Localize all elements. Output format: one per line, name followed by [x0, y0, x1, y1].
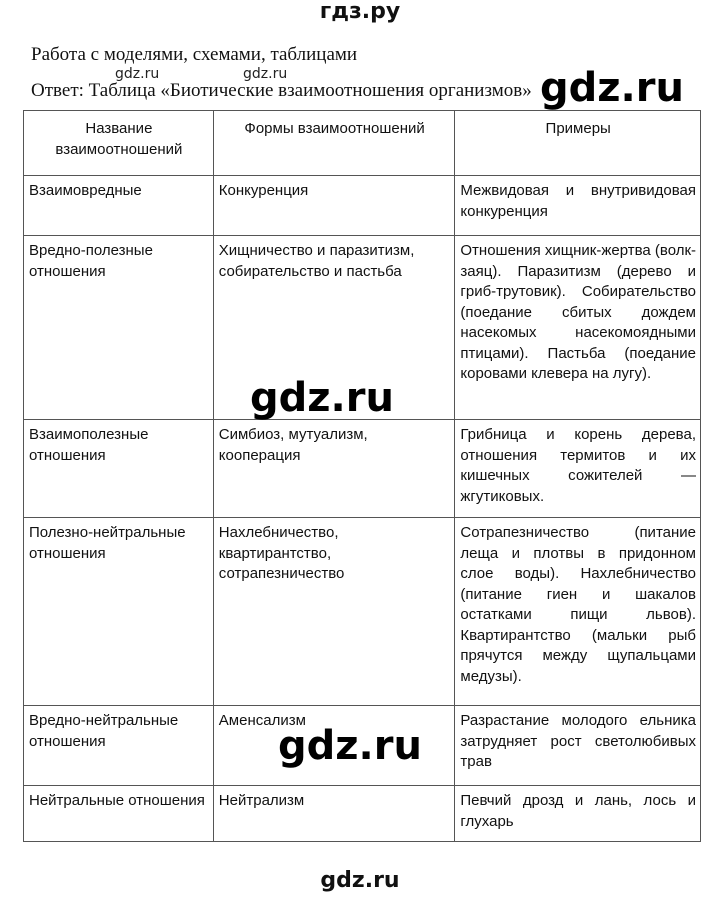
answer-line: Ответ: Таблица «Биотические взаимоотношения организмов»	[31, 80, 532, 101]
row-name: Взаимовредные	[24, 176, 214, 236]
row-forms: Аменсализм	[213, 706, 455, 786]
row-forms: Хищничество и паразитизм, собирательство и пастьба	[213, 236, 455, 420]
row-forms: Нахлебничество, квартирантство, сотрапезничество	[213, 518, 455, 706]
table-row	[24, 518, 701, 706]
row-name: Нейтральные отношения	[24, 786, 214, 842]
row-forms: Конкуренция	[213, 176, 455, 236]
header-name: Название взаимоотношений	[24, 111, 214, 176]
site-header: гдз.ру	[319, 0, 401, 24]
table-header-row	[24, 111, 701, 176]
row-examples: Сотрапезничество (питание леща и плотвы в придонном слое воды). Нахлебничество (питание гиен и шакалов остатками пищи львов). Квартирантство (мальки рыб прячутся между щупальцами медузы).	[455, 518, 701, 706]
header-examples: Примеры	[455, 111, 701, 176]
row-name: Полезно-нейтральные отношения	[24, 518, 214, 706]
table-row	[24, 420, 701, 518]
row-name: Вредно-полезные отношения	[24, 236, 214, 420]
row-forms: Нейтрализм	[213, 786, 455, 842]
section-title: Работа с моделями, схемами, таблицами	[31, 44, 358, 65]
watermark-large-2: gdz.ru	[250, 375, 394, 421]
table-row	[24, 176, 701, 236]
watermark-small-1: gdz.ru	[115, 66, 160, 82]
table-row	[24, 786, 701, 842]
header-forms: Формы взаимоотношений	[213, 111, 455, 176]
row-examples: Разрастание молодого ельника затрудняет рост светолюбивых трав	[455, 706, 701, 786]
site-footer: gdz.ru	[320, 868, 400, 893]
row-examples: Грибница и корень дерева, отношения термитов и их кишечных сожителей — жгутиковых.	[455, 420, 701, 518]
row-examples: Отношения хищник-жертва (волк-заяц). Паразитизм (дерево и гриб-трутовик). Собирательство (поедание сбитых дождем насекомых насекомоядными птицами). Пастьба (поедание коровами клевера на лугу).	[455, 236, 701, 420]
row-name: Взаимополезные отношения	[24, 420, 214, 518]
row-name: Вредно-нейтральные отношения	[24, 706, 214, 786]
row-examples: Межвидовая и внутривидовая конкуренция	[455, 176, 701, 236]
watermark-large-3: gdz.ru	[278, 723, 422, 769]
row-forms: Симбиоз, мутуализм, кооперация	[213, 420, 455, 518]
watermark-large-1: gdz.ru	[540, 65, 684, 111]
watermark-small-2: gdz.ru	[243, 66, 288, 82]
row-examples: Певчий дрозд и лань, лось и глухарь	[455, 786, 701, 842]
